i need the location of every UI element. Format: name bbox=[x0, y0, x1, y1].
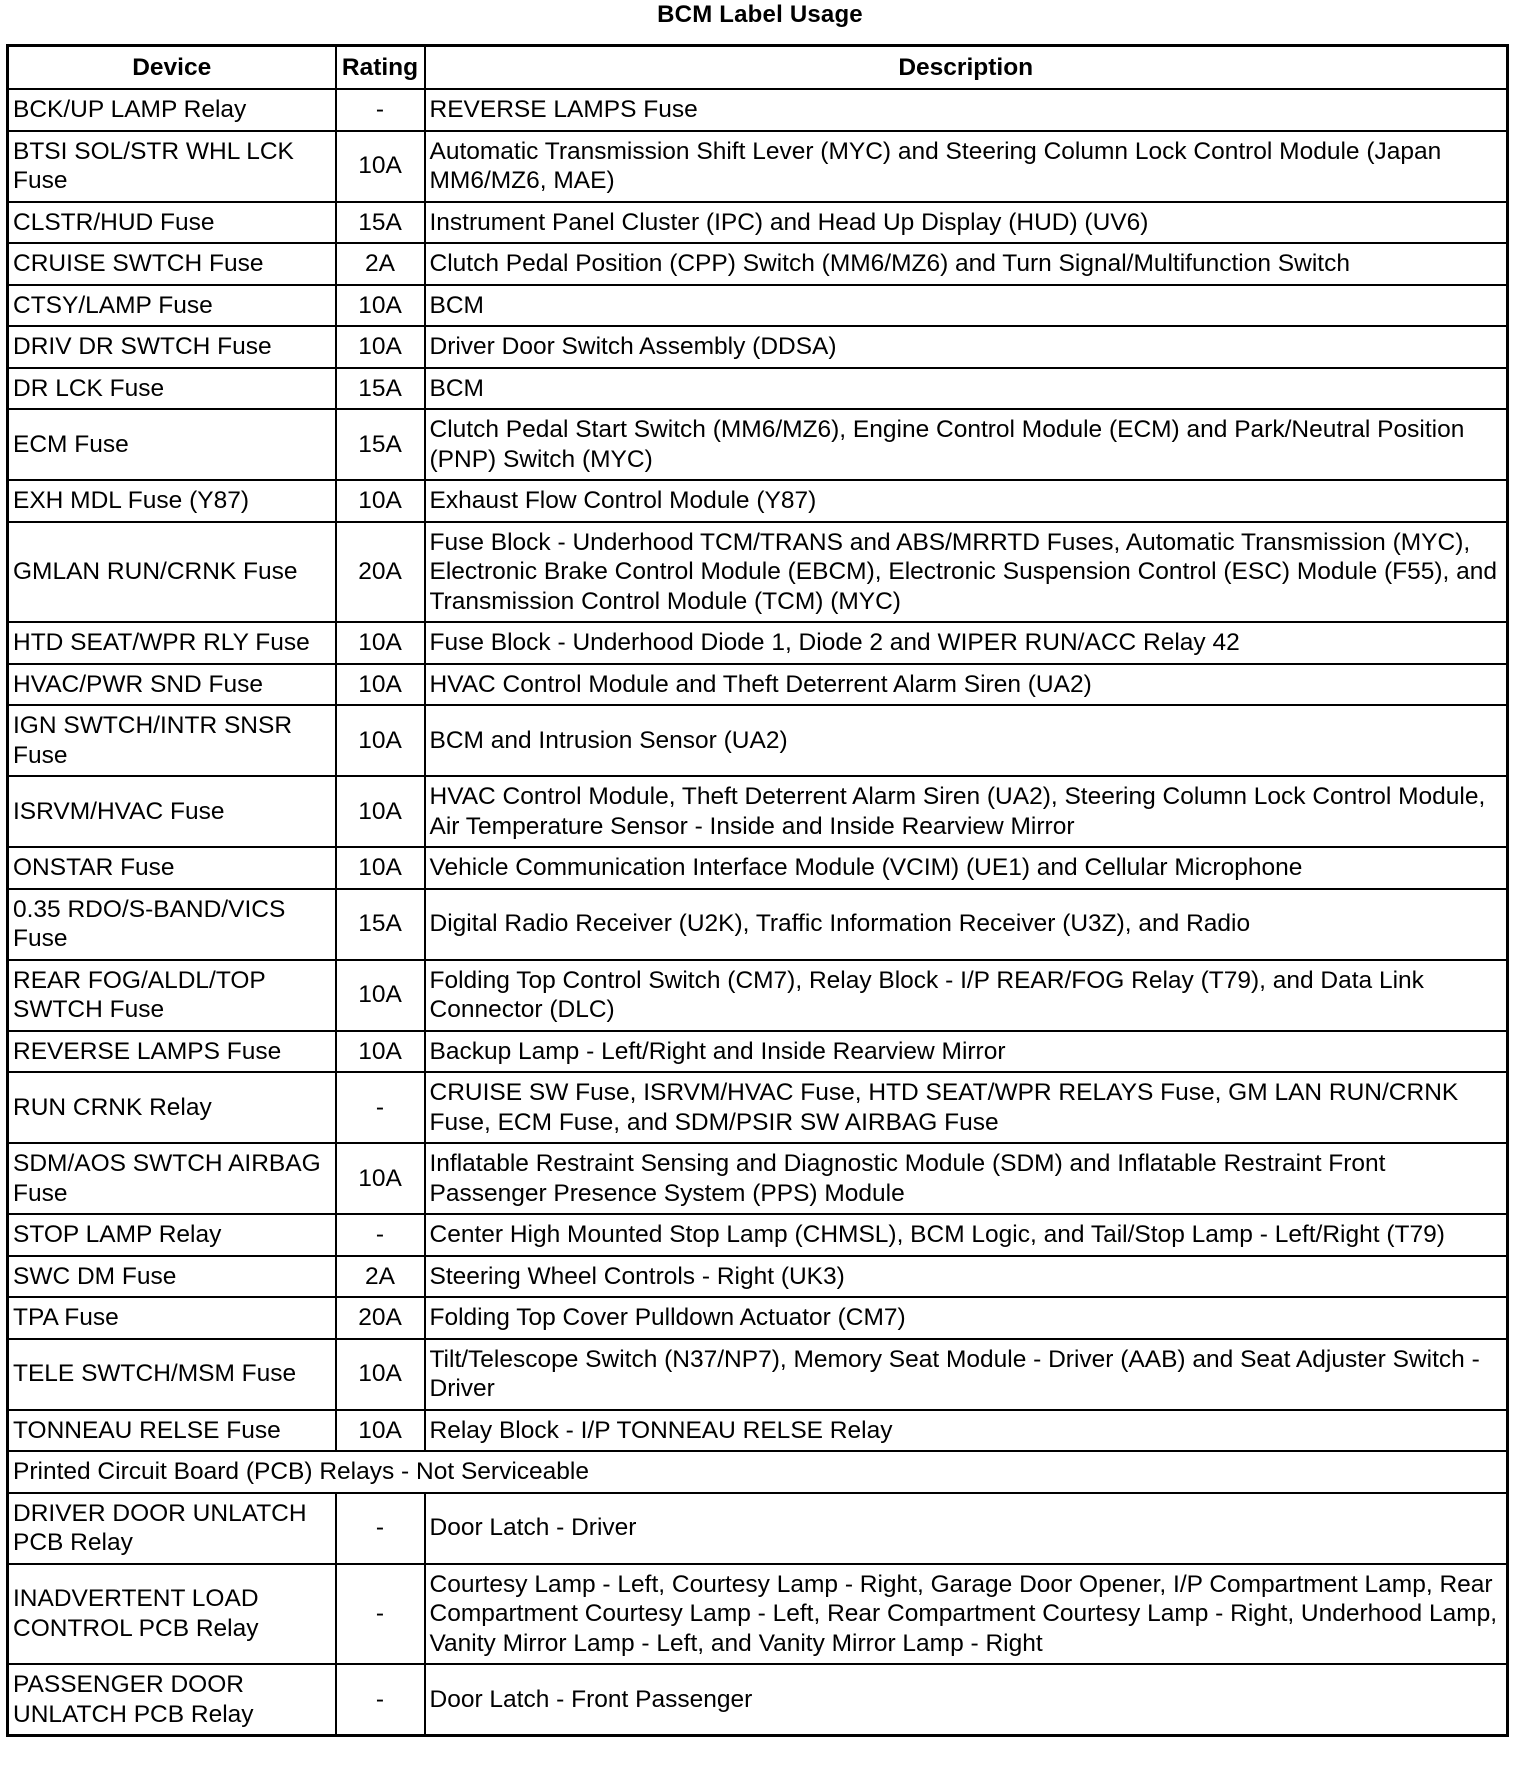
device-cell: BTSI SOL/STR WHL LCK Fuse bbox=[8, 131, 336, 202]
description-cell: Steering Wheel Controls - Right (UK3) bbox=[425, 1256, 1508, 1298]
rating-cell: - bbox=[336, 89, 425, 131]
device-cell: BCK/UP LAMP Relay bbox=[8, 89, 336, 131]
table-body bbox=[8, 89, 1508, 1736]
rating-cell: 2A bbox=[336, 1256, 425, 1298]
device-cell: SDM/AOS SWTCH AIRBAG Fuse bbox=[8, 1143, 336, 1214]
device-cell: STOP LAMP Relay bbox=[8, 1214, 336, 1256]
rating-cell: 20A bbox=[336, 522, 425, 623]
rating-cell: 10A bbox=[336, 664, 425, 706]
rating-cell: 10A bbox=[336, 1031, 425, 1073]
rating-cell: 10A bbox=[336, 131, 425, 202]
rating-cell: 15A bbox=[336, 409, 425, 480]
description-cell: Folding Top Control Switch (CM7), Relay Block - I/P REAR/FOG Relay (T79), and Data Link Connector (DLC) bbox=[425, 960, 1508, 1031]
description-cell: Inflatable Restraint Sensing and Diagnostic Module (SDM) and Inflatable Restraint Front Passenger Presence System (PPS) Module bbox=[425, 1143, 1508, 1214]
table-row bbox=[8, 1143, 1508, 1214]
table-row bbox=[8, 664, 1508, 706]
table-row bbox=[8, 202, 1508, 244]
table-row bbox=[8, 1214, 1508, 1256]
device-cell: CRUISE SWTCH Fuse bbox=[8, 243, 336, 285]
table-row bbox=[8, 622, 1508, 664]
rating-cell: 15A bbox=[336, 202, 425, 244]
description-cell: Vehicle Communication Interface Module (VCIM) (UE1) and Cellular Microphone bbox=[425, 847, 1508, 889]
device-cell: ONSTAR Fuse bbox=[8, 847, 336, 889]
rating-cell: 20A bbox=[336, 1297, 425, 1339]
description-cell: BCM bbox=[425, 368, 1508, 410]
description-cell: Fuse Block - Underhood TCM/TRANS and ABS/MRRTD Fuses, Automatic Transmission (MYC), Electronic Brake Control Module (EBCM), Electronic Suspension Control (ESC) Module (F55), and Transmission Control Module (TCM) (MYC) bbox=[425, 522, 1508, 623]
table-row bbox=[8, 1031, 1508, 1073]
description-cell: Tilt/Telescope Switch (N37/NP7), Memory Seat Module - Driver (AAB) and Seat Adjuster Switch - Driver bbox=[425, 1339, 1508, 1410]
table-row bbox=[8, 131, 1508, 202]
device-cell: REVERSE LAMPS Fuse bbox=[8, 1031, 336, 1073]
device-cell: TPA Fuse bbox=[8, 1297, 336, 1339]
device-cell: TELE SWTCH/MSM Fuse bbox=[8, 1339, 336, 1410]
rating-cell: 10A bbox=[336, 326, 425, 368]
bcm-label-table bbox=[6, 44, 1509, 1737]
rating-cell: 10A bbox=[336, 480, 425, 522]
description-cell: HVAC Control Module, Theft Deterrent Alarm Siren (UA2), Steering Column Lock Control Module, Air Temperature Sensor - Inside and Inside Rearview Mirror bbox=[425, 776, 1508, 847]
description-cell: REVERSE LAMPS Fuse bbox=[425, 89, 1508, 131]
description-cell: Fuse Block - Underhood Diode 1, Diode 2 and WIPER RUN/ACC Relay 42 bbox=[425, 622, 1508, 664]
device-cell: DRIV DR SWTCH Fuse bbox=[8, 326, 336, 368]
device-cell: IGN SWTCH/INTR SNSR Fuse bbox=[8, 705, 336, 776]
rating-cell: 10A bbox=[336, 776, 425, 847]
rating-cell: 10A bbox=[336, 622, 425, 664]
description-cell: Backup Lamp - Left/Right and Inside Rearview Mirror bbox=[425, 1031, 1508, 1073]
table-row bbox=[8, 1256, 1508, 1298]
description-cell: Door Latch - Driver bbox=[425, 1493, 1508, 1564]
rating-cell: 10A bbox=[336, 847, 425, 889]
device-cell: RUN CRNK Relay bbox=[8, 1072, 336, 1143]
description-cell: Digital Radio Receiver (U2K), Traffic Information Receiver (U3Z), and Radio bbox=[425, 889, 1508, 960]
table-row bbox=[8, 1339, 1508, 1410]
device-cell: REAR FOG/ALDL/TOP SWTCH Fuse bbox=[8, 960, 336, 1031]
table-row bbox=[8, 243, 1508, 285]
table-row bbox=[8, 776, 1508, 847]
device-cell: PASSENGER DOOR UNLATCH PCB Relay bbox=[8, 1664, 336, 1736]
rating-cell: 10A bbox=[336, 1410, 425, 1452]
device-cell: ECM Fuse bbox=[8, 409, 336, 480]
rating-cell: 15A bbox=[336, 889, 425, 960]
table-row bbox=[8, 409, 1508, 480]
rating-cell: - bbox=[336, 1072, 425, 1143]
device-cell: EXH MDL Fuse (Y87) bbox=[8, 480, 336, 522]
section-row bbox=[8, 1451, 1508, 1493]
device-cell: TONNEAU RELSE Fuse bbox=[8, 1410, 336, 1452]
device-cell: HTD SEAT/WPR RLY Fuse bbox=[8, 622, 336, 664]
device-cell: HVAC/PWR SND Fuse bbox=[8, 664, 336, 706]
table-row bbox=[8, 1072, 1508, 1143]
table-row bbox=[8, 522, 1508, 623]
rating-cell: 10A bbox=[336, 1339, 425, 1410]
device-cell: DR LCK Fuse bbox=[8, 368, 336, 410]
table-row bbox=[8, 368, 1508, 410]
column-header-description: Description bbox=[425, 46, 1508, 90]
table-header-row bbox=[8, 46, 1508, 90]
device-cell: GMLAN RUN/CRNK Fuse bbox=[8, 522, 336, 623]
page-title: BCM Label Usage bbox=[657, 1, 863, 28]
table-row bbox=[8, 1564, 1508, 1665]
rating-cell: - bbox=[336, 1493, 425, 1564]
description-cell: Automatic Transmission Shift Lever (MYC) and Steering Column Lock Control Module (Japan MM6/MZ6, MAE) bbox=[425, 131, 1508, 202]
description-cell: Exhaust Flow Control Module (Y87) bbox=[425, 480, 1508, 522]
rating-cell: 10A bbox=[336, 1143, 425, 1214]
rating-cell: - bbox=[336, 1564, 425, 1665]
table-row bbox=[8, 960, 1508, 1031]
table-row bbox=[8, 480, 1508, 522]
description-cell: CRUISE SW Fuse, ISRVM/HVAC Fuse, HTD SEAT/WPR RELAYS Fuse, GM LAN RUN/CRNK Fuse, ECM Fuse, and SDM/PSIR SW AIRBAG Fuse bbox=[425, 1072, 1508, 1143]
rating-cell: 10A bbox=[336, 285, 425, 327]
description-cell: HVAC Control Module and Theft Deterrent Alarm Siren (UA2) bbox=[425, 664, 1508, 706]
table-row bbox=[8, 847, 1508, 889]
table-row bbox=[8, 1664, 1508, 1736]
description-cell: Courtesy Lamp - Left, Courtesy Lamp - Right, Garage Door Opener, I/P Compartment Lamp, Rear Compartment Courtesy Lamp - Left, Rear Compartment Courtesy Lamp - Right, Underhood Lamp, Vanity Mirror Lamp - Left, and Vanity Mirror Lamp - Right bbox=[425, 1564, 1508, 1665]
device-cell: INADVERTENT LOAD CONTROL PCB Relay bbox=[8, 1564, 336, 1665]
description-cell: Driver Door Switch Assembly (DDSA) bbox=[425, 326, 1508, 368]
device-cell: ISRVM/HVAC Fuse bbox=[8, 776, 336, 847]
table-row bbox=[8, 705, 1508, 776]
device-cell: 0.35 RDO/S-BAND/VICS Fuse bbox=[8, 889, 336, 960]
description-cell: Clutch Pedal Position (CPP) Switch (MM6/MZ6) and Turn Signal/Multifunction Switch bbox=[425, 243, 1508, 285]
rating-cell: - bbox=[336, 1214, 425, 1256]
rating-cell: 10A bbox=[336, 705, 425, 776]
rating-cell: 15A bbox=[336, 368, 425, 410]
description-cell: Center High Mounted Stop Lamp (CHMSL), BCM Logic, and Tail/Stop Lamp - Left/Right (T79) bbox=[425, 1214, 1508, 1256]
description-cell: Relay Block - I/P TONNEAU RELSE Relay bbox=[425, 1410, 1508, 1452]
section-heading: Printed Circuit Board (PCB) Relays - Not Serviceable bbox=[8, 1451, 1508, 1493]
description-cell: Folding Top Cover Pulldown Actuator (CM7) bbox=[425, 1297, 1508, 1339]
device-cell: CTSY/LAMP Fuse bbox=[8, 285, 336, 327]
rating-cell: 10A bbox=[336, 960, 425, 1031]
table-row bbox=[8, 285, 1508, 327]
description-cell: Clutch Pedal Start Switch (MM6/MZ6), Engine Control Module (ECM) and Park/Neutral Position (PNP) Switch (MYC) bbox=[425, 409, 1508, 480]
table-row bbox=[8, 1410, 1508, 1452]
table-row bbox=[8, 1297, 1508, 1339]
description-cell: Instrument Panel Cluster (IPC) and Head Up Display (HUD) (UV6) bbox=[425, 202, 1508, 244]
column-header-device: Device bbox=[8, 46, 336, 90]
description-cell: BCM and Intrusion Sensor (UA2) bbox=[425, 705, 1508, 776]
column-header-rating: Rating bbox=[336, 46, 425, 90]
description-cell: Door Latch - Front Passenger bbox=[425, 1664, 1508, 1736]
table-row bbox=[8, 89, 1508, 131]
table-row bbox=[8, 889, 1508, 960]
device-cell: DRIVER DOOR UNLATCH PCB Relay bbox=[8, 1493, 336, 1564]
table-row bbox=[8, 1493, 1508, 1564]
rating-cell: 2A bbox=[336, 243, 425, 285]
device-cell: CLSTR/HUD Fuse bbox=[8, 202, 336, 244]
description-cell: BCM bbox=[425, 285, 1508, 327]
table-row bbox=[8, 326, 1508, 368]
device-cell: SWC DM Fuse bbox=[8, 1256, 336, 1298]
rating-cell: - bbox=[336, 1664, 425, 1736]
